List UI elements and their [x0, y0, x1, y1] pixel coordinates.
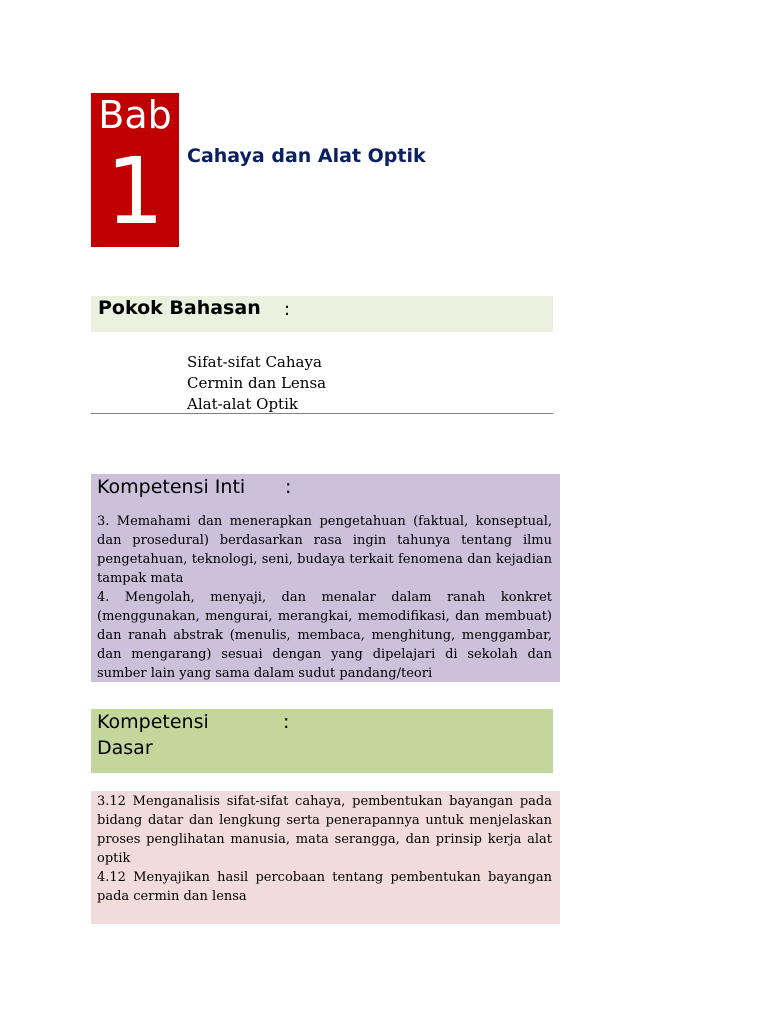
pokok-bahasan-colon: : — [284, 299, 291, 320]
pokok-bahasan-header — [91, 296, 553, 332]
paragraph: 3.12 Menganalisis sifat-sifat cahaya, pembentukan bayangan pada bidang datar dan lengkung serta penerapannya untuk menjelaskan proses penglihatan manusia, mata serangga, dan prinsip kerja alat optik — [97, 794, 552, 866]
paragraph: 4. Mengolah, menyaji, dan menalar dalam ranah konkret (menggunakan, mengurai, merangkai, memodifikasi, dan membuat) dan ranah abstrak (menulis, membaca, menghitung, menggambar, dan mengarang) sesuai dengan yang dipelajari di sekolah dan sumber lain yang sama dalam sudut pandang/teori — [97, 590, 552, 681]
kompetensi-dasar-colon: : — [283, 711, 290, 733]
list-item: Cermin dan Lensa — [187, 374, 327, 392]
paragraph: 4.12 Menyajikan hasil percobaan tentang pembentukan bayangan pada cermin dan lensa — [97, 870, 552, 904]
kompetensi-inti-colon: : — [285, 476, 292, 498]
kompetensi-dasar-section — [91, 791, 560, 924]
chapter-number: 1 — [105, 138, 165, 245]
kompetensi-dasar-label: Kompetensi Dasar — [97, 711, 209, 759]
kompetensi-inti-label: Kompetensi Inti — [97, 476, 246, 498]
pokok-bahasan-list — [187, 352, 326, 415]
list-item: Alat-alat Optik — [187, 395, 298, 413]
chapter-word: Bab — [98, 93, 172, 137]
section-divider — [91, 413, 553, 414]
chapter-badge — [91, 93, 179, 247]
kompetensi-dasar-header — [91, 709, 553, 773]
kompetensi-dasar-text — [97, 792, 552, 906]
chapter-title: Cahaya dan Alat Optik — [187, 145, 426, 167]
kompetensi-inti-text — [97, 512, 552, 683]
kompetensi-inti-section — [91, 474, 560, 682]
pokok-bahasan-label: Pokok Bahasan — [98, 297, 261, 319]
paragraph: 3. Memahami dan menerapkan pengetahuan (faktual, konseptual, dan prosedural) berdasarkan rasa ingin tahunya tentang ilmu pengetahuan, teknologi, seni, budaya terkait fenomena dan kejadian tampak mata — [97, 514, 552, 586]
list-item: Sifat-sifat Cahaya — [187, 353, 322, 371]
